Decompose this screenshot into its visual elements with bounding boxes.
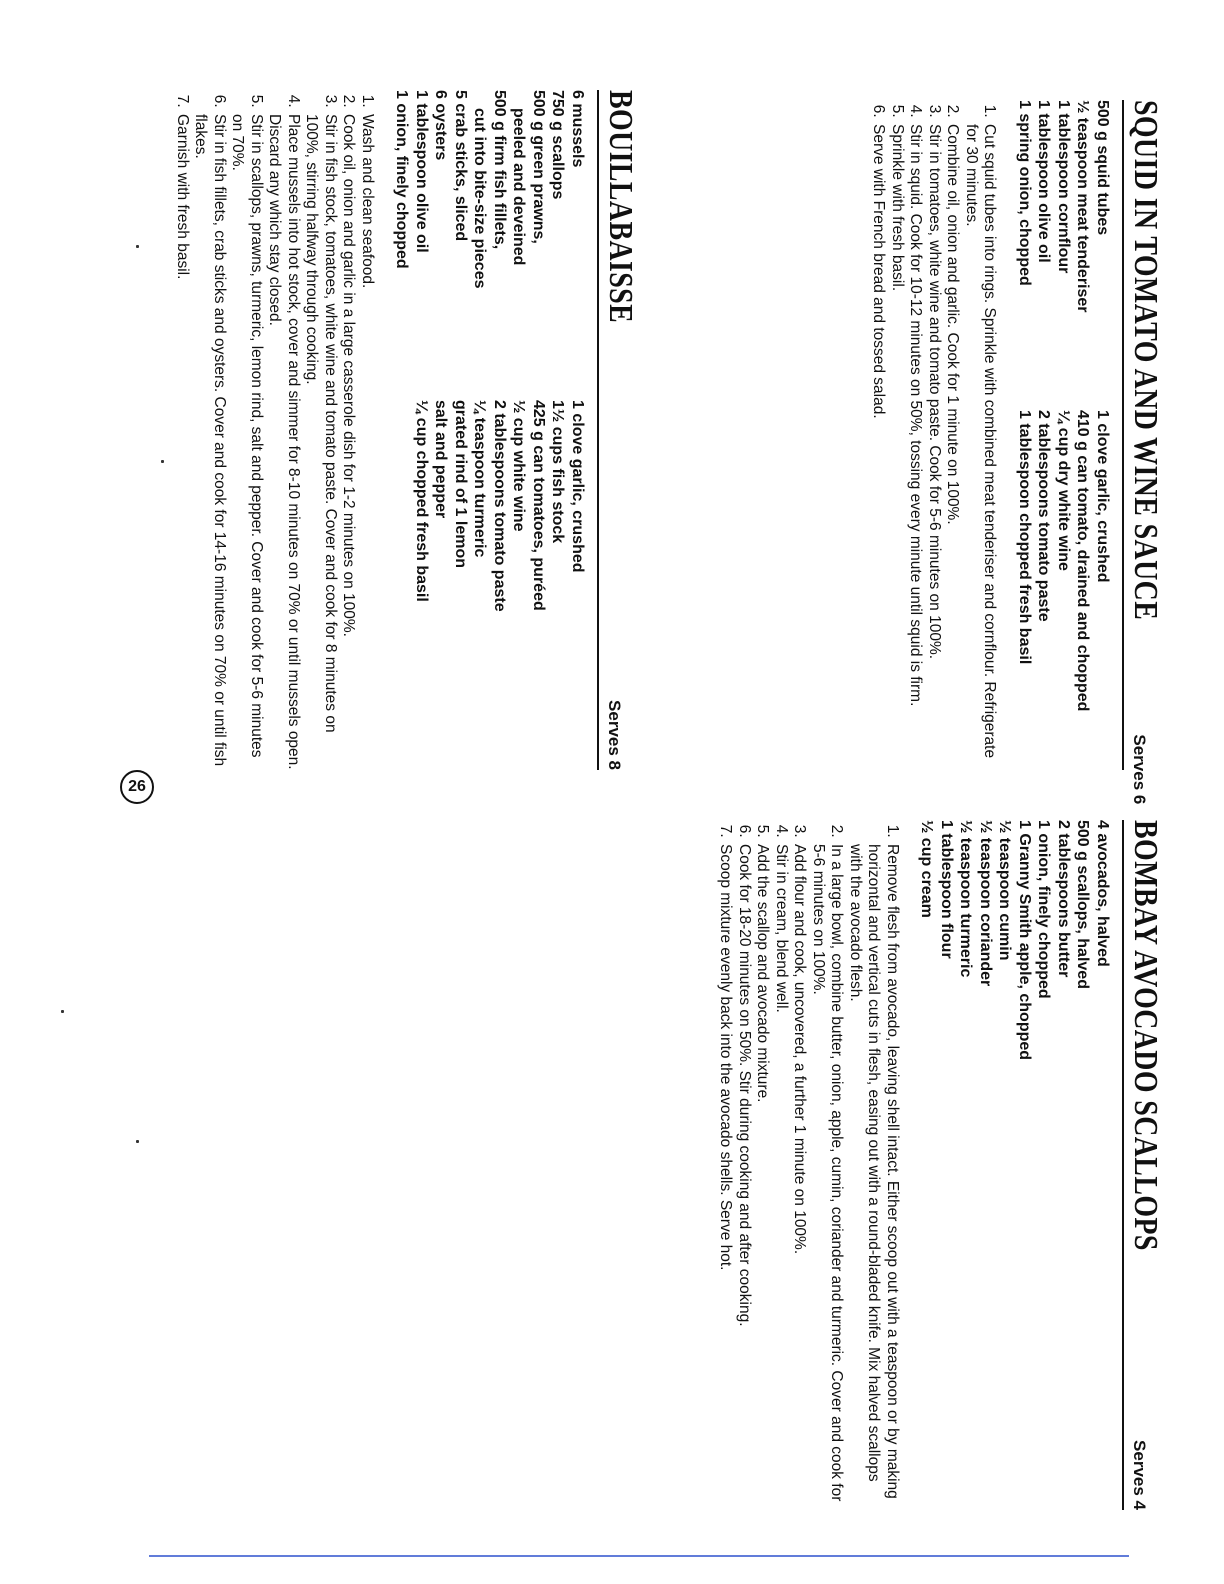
ingredient: ½ teaspoon turmeric [957,820,975,978]
method-step: 4. Stir in squid. Cook for 10-12 minutes on 50%, tossing every minute until squid is firm. [906,122,925,770]
ingredients-right [392,400,587,612]
ingredient: 500 g scallops, halved [1074,820,1092,989]
ingredient: 2 tablespoons butter [1055,820,1072,978]
ingredient: salt and pepper [432,400,450,519]
ingredient: 2 tablespoons tomato paste [491,400,508,612]
ingredients-left [392,90,587,400]
page-number: 26 [120,770,154,804]
ingredient: 1 clove garlic, crushed [569,400,586,573]
method-step: 6. Stir in fish fillets, crab sticks and oysters. Cover and cook for 14-16 minutes on 70% or until fish flakes. [191,112,228,770]
scan-speck [61,1010,64,1013]
ingredient: 500 g firm fish fillets, [491,90,508,250]
ingredient: ½ cup white wine [510,400,528,532]
ingredient: 1 tablespoon chopped fresh basil [1016,410,1033,665]
ingredient: 425 g can tomatoes, puréed [530,400,547,611]
scan-speck [136,245,139,248]
method-step: 4. Stir in cream, blend well. [772,842,791,1510]
ingredient: 6 mussels [569,90,586,168]
ingredient: grated rind of 1 lemon [452,400,469,569]
ingredients [1015,100,1113,770]
ingredient: ¼ cup chopped fresh basil [413,400,430,602]
recipe-header [597,90,639,770]
method-step: 7. Garnish with fresh basil. [173,112,192,770]
ingredient: 500 g green prawns, [530,90,547,244]
recipe-title: SQUID IN TOMATO AND WINE SAUCE [1127,100,1164,621]
recipe-header [1122,100,1164,805]
method-steps [869,100,999,770]
ingredient: 410 g can tomato, drained and chopped [1074,410,1092,712]
method-step: 1. Remove flesh from avocado, leaving shell intact. Either scoop out with a teaspoon or by making horizontal and vertical cuts in flesh, easing out with a round-bladed knife. Mix halved scallops with the avocado flesh. [846,842,902,1510]
recipe-title: BOMBAY AVOCADO SCALLOPS [1127,820,1164,1251]
serves-label: Serves 8 [605,700,624,770]
ingredient: ½ teaspoon meat tenderiser [1074,100,1092,313]
method-step: 5. Sprinkle with fresh basil. [888,122,907,770]
ingredient: ½ teaspoon coriander [977,820,994,987]
ingredient: cut into bite-size pieces [471,108,489,289]
ingredient: 500 g squid tubes [1094,100,1111,236]
ingredient: ¼ teaspoon turmeric [471,400,489,558]
ingredient: 1 clove garlic, crushed [1094,410,1111,583]
ingredient: 1 spring onion, chopped [1016,100,1033,286]
method-step: 6. Cook for 18-20 minutes on 50%. Stir during cooking and after cooking. [735,842,754,1510]
ingredient: 1 tablespoon olive oil [413,90,430,253]
ingredients-left [1015,100,1113,410]
method-steps [173,90,377,770]
method-step: 6. Serve with French bread and tossed salad. [869,122,888,770]
serves-label: Serves 6 [1130,734,1149,805]
ingredient: 1 tablespoon olive oil [1035,100,1053,263]
ingredient: 2 tablespoons tomato paste [1035,410,1053,622]
ingredient: 6 oysters [432,90,450,161]
ingredient: 1 tablespoon cornflour [1055,100,1072,274]
method-step: 2. In a large bowl, combine butter, onion, apple, cumin, coriander and turmeric. Cover and cook for 5-6 minutes on 100%. [809,842,846,1510]
method-step: 3. Stir in tomatoes, white wine and tomato paste. Cook for 5-6 minutes on 100%. [925,122,944,770]
recipe-squid [869,100,1164,805]
ingredient: 1 onion, finely chopped [1035,820,1053,999]
method-step: 5. Add the scallop and avocado mixture. [753,842,772,1510]
ingredient: ¼ cup dry white wine [1055,410,1072,571]
ingredient: ½ cup cream [918,820,936,918]
method-step: 7. Scoop mixture evenly back into the avocado shells. Serve hot. [716,842,735,1510]
ingredient: peeled and deveined [510,108,528,266]
method-step: 5. Stir in scallops, prawns, turmeric, lemon rind, salt and pepper. Cover and cook for 5-6 minutes on 70%. [228,112,265,770]
ingredient: 1 Granny Smith apple, chopped [1016,820,1033,1061]
method-step: 3. Stir in fish stock, tomatoes, white wine and tomato paste. Cover and cook for 8 minutes on 100%, stirring halfway through cooking. [302,112,339,770]
method-step: 2. Cook oil, onion and garlic in a large casserole dish for 1-2 minutes on 100%. [339,112,358,770]
ingredient: 5 crab sticks, sliced [452,90,469,242]
recipe-bouillabaisse [173,90,640,770]
ingredients-right [1015,410,1113,711]
method-step: 2. Combine oil, onion and garlic. Cook for 1 minute on 100%. [943,122,962,770]
scan-speck [136,1140,139,1143]
method-steps [716,820,901,1510]
recipe-bombay-avocado-scallops [716,820,1164,1510]
serves-label: Serves 4 [1130,1440,1149,1510]
ingredient: 750 g scallops [549,90,567,200]
ingredients-left [917,820,1112,1060]
method-step: 1. Wash and clean seafood. [358,112,377,770]
ingredient: 1 tablespoon flour [938,820,955,959]
method-step: 3. Add flour and cook, uncovered, a further 1 minute on 100%. [790,842,809,1510]
scan-speck [161,460,164,463]
recipe-title: BOUILLABAISSE [602,90,639,324]
ingredient: 1 onion, finely chopped [393,90,411,269]
ingredients [392,90,587,770]
method-step: 1. Cut squid tubes into rings. Sprinkle with combined meat tenderiser and cornflour. Refrigerate for 30 minutes. [962,122,999,770]
ingredient: 4 avocados, halved [1094,820,1111,967]
method-step: 4. Place mussels into hot stock, cover and simmer for 8-10 minutes on 70% or until mussels open. Discard any which stay closed. [265,112,302,770]
ingredients [917,820,1112,1510]
scan-edge-line [149,1555,1129,1557]
recipe-header [1122,820,1164,1510]
ingredient: 1½ cups fish stock [549,400,567,544]
ingredient: ½ teaspoon cumin [996,820,1014,961]
